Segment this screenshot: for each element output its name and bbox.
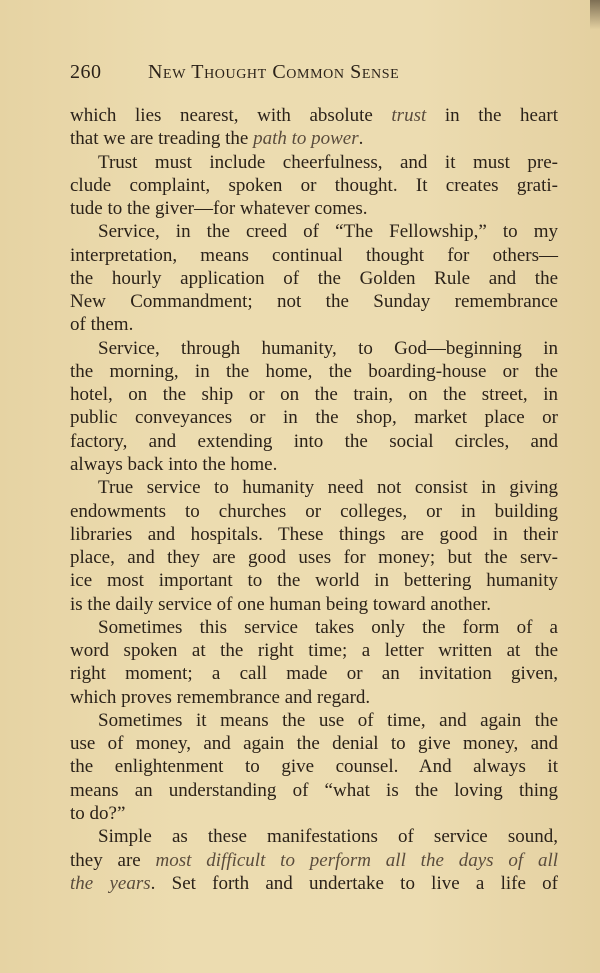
- text-segment: Simple as these manifestations of service sound,: [98, 826, 558, 848]
- text-line: [70, 313, 558, 336]
- text-segment: public conveyances or in the shop, market place or: [70, 407, 558, 429]
- page-number: 260: [70, 61, 102, 83]
- text-segment: the morning, in the home, the boarding-house or the: [70, 360, 558, 382]
- text-line: [70, 872, 558, 895]
- text-segment: Sometimes it means the use of time, and again the: [98, 709, 558, 731]
- italic-text: path to power: [253, 128, 359, 150]
- text-line: [70, 593, 558, 616]
- running-title: New Thought Common Sense: [148, 61, 400, 83]
- text-segment: tude to the giver—for whatever comes.: [70, 198, 368, 220]
- text-line: [70, 151, 558, 174]
- text-segment: Sometimes this service takes only the form of a: [98, 616, 558, 638]
- text-line: [70, 383, 558, 406]
- text-segment: .: [358, 128, 364, 150]
- text-segment: libraries and hospitals. These things are good in their: [70, 523, 558, 545]
- text-segment: Service, through humanity, to God—beginning in: [98, 337, 558, 359]
- text-line: [70, 825, 558, 848]
- text-segment: word spoken at the right time; a letter written at the: [70, 640, 558, 662]
- text-line: [70, 127, 558, 150]
- text-segment: hotel, on the ship or on the train, on the street, in: [70, 384, 558, 406]
- text-line: [70, 662, 558, 685]
- text-segment: . Set forth and undertake to live a life of: [150, 872, 558, 894]
- text-line: [70, 104, 558, 127]
- text-segment: place, and they are good uses for money; but the serv-: [70, 547, 558, 569]
- text-line: [70, 290, 558, 313]
- text-line: [70, 849, 558, 872]
- text-segment: that we are treading the: [70, 128, 254, 150]
- text-line: [70, 360, 558, 383]
- text-segment: of them.: [70, 314, 134, 336]
- text-segment: which proves remembrance and regard.: [70, 686, 371, 708]
- page-edge-mark: [590, 0, 600, 30]
- text-segment: right moment; a call made or an invitation given,: [70, 663, 558, 685]
- text-line: [70, 220, 558, 243]
- text-line: [70, 453, 558, 476]
- text-line: [70, 337, 558, 360]
- text-segment: endowments to churches or colleges, or in building: [70, 500, 558, 522]
- text-line: [70, 406, 558, 429]
- text-line: [70, 174, 558, 197]
- text-line: [70, 244, 558, 267]
- text-line: [70, 197, 558, 220]
- text-line: [70, 546, 558, 569]
- text-line: [70, 267, 558, 290]
- text-line: [70, 569, 558, 592]
- text-segment: to do?”: [70, 802, 126, 824]
- text-line: [70, 732, 558, 755]
- text-line: [70, 755, 558, 778]
- text-segment: clude complaint, spoken or thought. It creates grati-: [70, 174, 558, 196]
- italic-text: the years: [70, 872, 151, 894]
- text-line: [70, 430, 558, 453]
- text-line: [70, 616, 558, 639]
- text-line: [70, 639, 558, 662]
- text-segment: True service to humanity need not consist in giving: [98, 477, 558, 499]
- page-body-text: [70, 104, 558, 895]
- text-segment: use of money, and again the denial to give money, and: [70, 733, 558, 755]
- italic-text: most difficult to perform all the days of all: [155, 849, 559, 871]
- text-line: [70, 686, 558, 709]
- text-line: [70, 779, 558, 802]
- text-segment: the hourly application of the Golden Rule and the: [70, 267, 558, 289]
- text-segment: means an understanding of “what is the loving thing: [70, 779, 558, 801]
- text-segment: always back into the home.: [70, 453, 278, 475]
- text-segment: the enlightenment to give counsel. And always it: [70, 756, 558, 778]
- text-segment: they are: [70, 849, 156, 871]
- text-segment: is the daily service of one human being toward another.: [70, 593, 492, 615]
- text-line: [70, 709, 558, 732]
- text-line: [70, 523, 558, 546]
- italic-text: trust: [391, 105, 427, 126]
- text-segment: in the heart: [426, 105, 558, 126]
- text-line: [70, 500, 558, 523]
- text-line: [70, 476, 558, 499]
- text-segment: interpretation, means continual thought for others—: [70, 244, 558, 266]
- text-segment: New Commandment; not the Sunday remembrance: [70, 291, 558, 313]
- text-segment: Trust must include cheerfulness, and it must pre-: [98, 151, 558, 173]
- text-segment: Service, in the creed of “The Fellowship,” to my: [98, 221, 558, 243]
- text-segment: which lies nearest, with absolute: [70, 105, 392, 126]
- text-segment: ice most important to the world in bettering humanity: [70, 570, 558, 592]
- text-segment: factory, and extending into the social circles, and: [70, 430, 558, 452]
- text-line: [70, 802, 558, 825]
